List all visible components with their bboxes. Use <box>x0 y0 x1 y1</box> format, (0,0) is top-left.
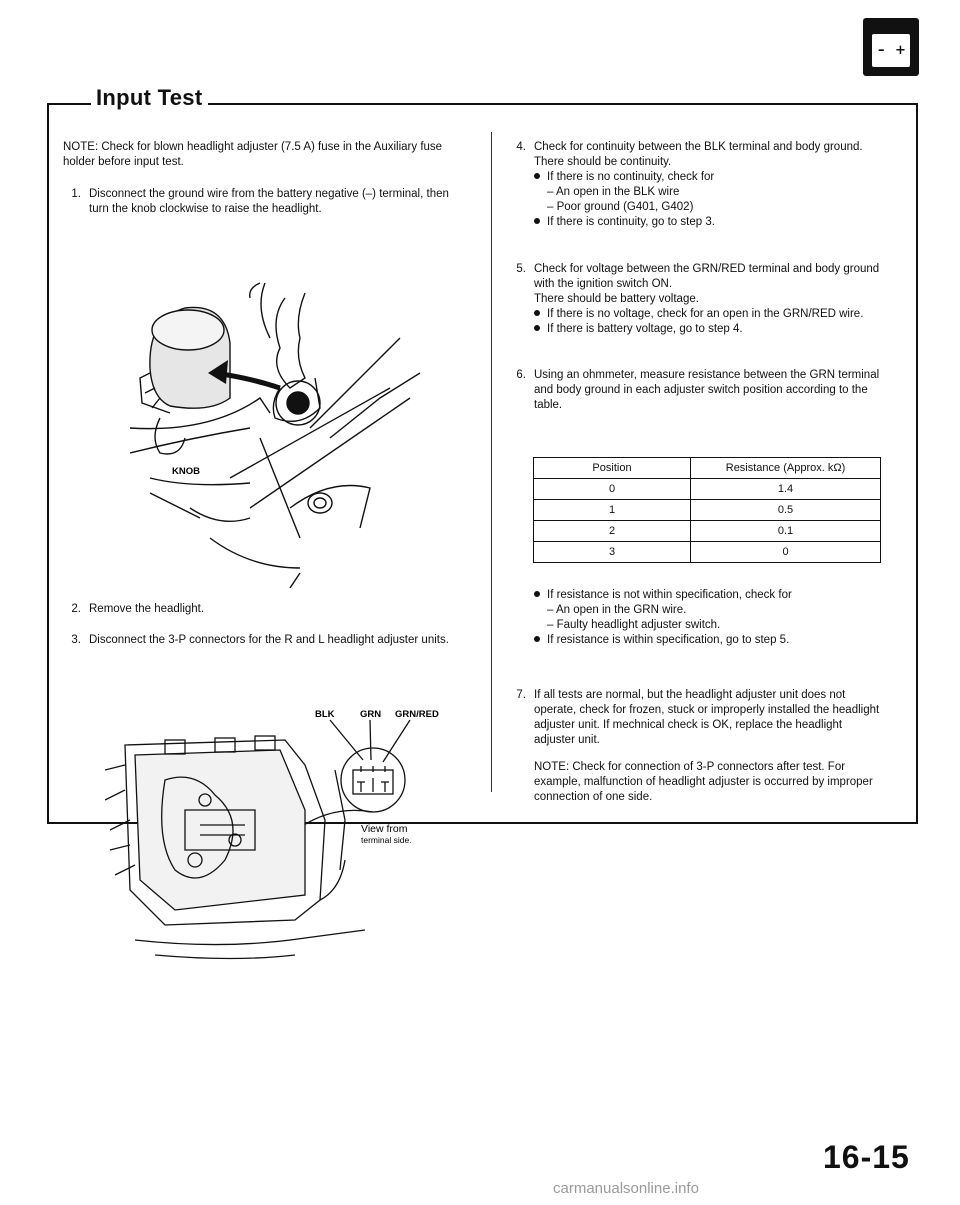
step-6 <box>508 368 883 413</box>
page-number: 16-15 <box>823 1139 910 1175</box>
table-cell-resistance: 0.5 <box>691 500 881 521</box>
step-5-bullet1: If there is no voltage, check for an open in the GRN/RED wire. <box>547 308 864 320</box>
battery-minus-symbol: – <box>878 43 885 58</box>
step-5-line2: There should be battery voltage. <box>534 293 699 305</box>
step-5-line1: Check for voltage between the GRN/RED terminal and body ground with the ignition switch ON. <box>534 263 880 290</box>
page-title: Input Test <box>96 85 203 110</box>
step-7 <box>508 688 883 805</box>
watermark: carmanualsonline.info <box>553 1180 699 1197</box>
step-6-text: Using an ohmmeter, measure resistance between the GRN terminal and body ground in each adjuster switch position according to the table. <box>534 369 880 411</box>
step-7-number: 7. <box>516 689 526 701</box>
step-5-bullet2: If there is battery voltage, go to step 4. <box>547 323 743 335</box>
step-4-bullet1: If there is no continuity, check for <box>547 171 715 183</box>
step-3-text: Disconnect the 3-P connectors for the R and L headlight adjuster units. <box>89 634 449 646</box>
step-4 <box>508 140 883 230</box>
step-2 <box>63 602 463 617</box>
bullet-icon <box>534 173 540 179</box>
table-cell-resistance: 1.4 <box>691 479 881 500</box>
step-4-dash2: – Poor ground (G401, G402) <box>547 201 694 213</box>
step-2-text: Remove the headlight. <box>89 603 205 615</box>
table-cell-position: 2 <box>534 521 691 542</box>
after-table-bullet1: If resistance is not within specification, check for <box>547 589 792 601</box>
label-blk: BLK <box>315 709 335 720</box>
step-2-number: 2. <box>71 603 81 615</box>
step-5-number: 5. <box>516 263 526 275</box>
after-table-bullet2: If resistance is within specification, go to step 5. <box>547 634 790 646</box>
step-4-bullet2: If there is continuity, go to step 3. <box>547 216 715 228</box>
step-1 <box>63 187 463 217</box>
table-cell-resistance: 0 <box>691 542 881 563</box>
battery-plus-symbol: + <box>895 43 906 58</box>
bullet-icon <box>534 591 540 597</box>
step-4-number: 4. <box>516 141 526 153</box>
step-1-number: 1. <box>71 188 81 200</box>
bullet-icon <box>534 310 540 316</box>
after-table-notes <box>534 588 882 648</box>
step-6-number: 6. <box>516 369 526 381</box>
step-7-text: If all tests are normal, but the headlight adjuster unit does not operate, check for frozen, stuck or improperly installed the headlight adjuster unit. If mechnical check is OK, replace the headlight adjuster unit. <box>534 689 880 746</box>
view-from-label: View from <box>361 823 408 835</box>
step-5 <box>508 262 883 337</box>
resistance-table <box>533 457 881 563</box>
table-cell-position: 0 <box>534 479 691 500</box>
table-row <box>534 500 881 521</box>
step-4-dash1: – An open in the BLK wire <box>547 186 680 198</box>
table-header-row <box>534 458 881 479</box>
bullet-icon <box>534 325 540 331</box>
table-cell-position: 1 <box>534 500 691 521</box>
step-4-line1: Check for continuity between the BLK terminal and body ground. <box>534 141 863 153</box>
step-7-note: NOTE: Check for connection of 3-P connectors after test. For example, malfunction of headlight adjuster is occurred by improper connection of one side. <box>534 761 873 803</box>
table-row <box>534 479 881 500</box>
step-1-text: Disconnect the ground wire from the battery negative (–) terminal, then turn the knob clockwise to raise the headlight. <box>89 188 449 215</box>
table-row <box>534 542 881 563</box>
step-4-line2: There should be continuity. <box>534 156 672 168</box>
connector-figure <box>105 700 485 970</box>
table-cell-resistance: 0.1 <box>691 521 881 542</box>
after-table-dash1: – An open in the GRN wire. <box>547 604 687 616</box>
step-3 <box>63 633 463 648</box>
table-cell-position: 3 <box>534 542 691 563</box>
table-header-position: Position <box>534 458 691 479</box>
terminal-side-label: terminal side. <box>361 835 412 845</box>
knob-label: KNOB <box>172 466 200 477</box>
bullet-icon <box>534 218 540 224</box>
knob-figure <box>130 278 430 588</box>
column-divider <box>491 132 492 792</box>
table-row <box>534 521 881 542</box>
label-grn: GRN <box>360 709 382 720</box>
step-3-number: 3. <box>71 634 81 646</box>
left-note: NOTE: Check for blown headlight adjuster (7.5 A) fuse in the Auxiliary fuse holder before input test. <box>63 141 443 168</box>
label-grn-red: GRN/RED <box>395 709 439 720</box>
table-header-resistance: Resistance (Approx. kΩ) <box>691 458 881 479</box>
battery-icon <box>863 18 919 76</box>
after-table-dash2: – Faulty headlight adjuster switch. <box>547 619 721 631</box>
bullet-icon <box>534 636 540 642</box>
